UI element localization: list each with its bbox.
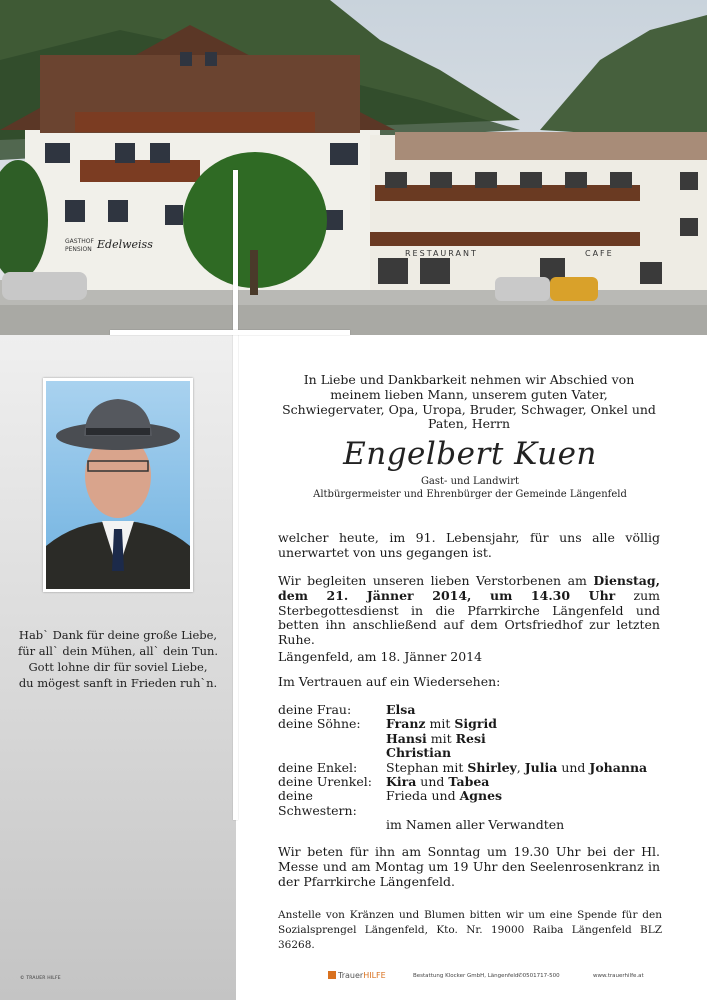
family-row-grandchildren — [278, 761, 678, 775]
family-name: Kira — [386, 774, 417, 790]
family-name: Resi — [455, 730, 486, 746]
family-name: Sigrid — [454, 716, 497, 732]
family-name: Agnes — [459, 788, 503, 804]
place-date: Längenfeld, am 18. Jänner 2014 — [278, 649, 483, 664]
deceased-name: Engelbert Kuen — [343, 436, 597, 472]
family-name: Shirley — [467, 759, 517, 775]
portrait-photo — [43, 378, 193, 592]
sign-pension: PENSION — [65, 246, 92, 253]
family-name: Christian — [386, 745, 452, 761]
family-row-sisters — [278, 789, 678, 818]
copyright-note: © TRAUER HILFE — [20, 976, 61, 981]
family-name: Johanna — [589, 759, 648, 775]
deceased-roles — [290, 475, 650, 501]
family-row-great-grandchildren — [278, 775, 678, 789]
intro-text: In Liebe und Dankbarkeit nehmen wir Abschied von meinem lieben Mann, unserem guten Vater, Schwiegervater, Opa, Uropa, Bruder, Schwager, Onkel und Paten, Herrn — [282, 372, 656, 432]
family-name: Elsa — [386, 702, 416, 717]
family-name: Hansi — [386, 730, 427, 746]
family-row-wife — [278, 703, 678, 717]
footer — [328, 971, 698, 983]
footer-phone: ✆0501717-500 — [518, 973, 560, 979]
farewell-line: Im Vertrauen auf ein Wiedersehen: — [278, 674, 501, 689]
relation-label: deine Frau: — [278, 702, 352, 717]
quote-line: Hab` Dank für deine große Liebe, — [18, 628, 218, 642]
death-announcement: welcher heute, im 91. Lebensjahr, für uns alle völlig unerwartet von uns gegangen ist. — [278, 530, 660, 560]
relatives-note: im Namen aller Verwandten — [386, 817, 565, 833]
logo-mark-icon — [328, 971, 336, 979]
relation-label: deine Schwestern: — [278, 788, 357, 818]
family-name: Stephan mit — [386, 759, 468, 775]
family-name: Frieda und — [386, 788, 460, 804]
family-row-sons-2 — [278, 732, 678, 746]
sign-restaurant: RESTAURANT — [405, 249, 478, 258]
logo-text: Trauer — [338, 971, 364, 980]
connector: und — [416, 774, 449, 790]
relation-label: deine Enkel: — [278, 759, 358, 775]
connector: mit — [426, 730, 456, 746]
family-name: Franz — [386, 716, 426, 732]
cross-vertical-bar — [233, 170, 238, 820]
quote-line: für all` dein Mühen, all` dein Tun. — [17, 644, 219, 658]
quote-line: Gott lohne dir für soviel Liebe, — [28, 660, 208, 674]
donation-note: Anstelle von Kränzen und Blumen bitten wir um eine Spende für den Sozialsprengel Längenfeld, Kto. Nr. 19000 Raiba Längenfeld BLZ 36268. — [278, 909, 662, 951]
funeral-text-1: Wir begleiten unseren lieben Verstorbenen am — [278, 573, 594, 588]
quote-line: du mögest sanft in Frieden ruh`n. — [18, 676, 218, 690]
family-name: Tabea — [448, 774, 490, 790]
cross-horizontal-bar — [110, 330, 350, 335]
connector: , — [516, 759, 525, 775]
funeral-text-2: zum Sterbegottesdienst in die Pfarrkirche Längenfeld und betten ihn anschließend auf dem Ortsfriedhof zur letzten Ruhe. — [278, 587, 660, 648]
family-row-relatives — [278, 818, 678, 832]
role-line-1: Gast- und Landwirt — [420, 476, 520, 487]
sign-gasthof: GASTHOF — [65, 238, 94, 245]
family-row-sons-3 — [278, 746, 678, 760]
prayer-info: Wir beten für ihn am Sonntag um 19.30 Uhr bei der Hl. Messe und am Montag um 19 Uhr den Seelenrosenkranz in der Pfarrkirche Längenfeld. — [278, 844, 660, 889]
memorial-quote — [10, 627, 226, 691]
role-line-2: Altbürgermeister und Ehrenbürger der Gemeinde Längenfeld — [313, 489, 627, 500]
family-name: Julia — [524, 759, 558, 775]
trauerhilfe-logo — [328, 971, 386, 980]
sign-edelweiss: Edelweiss — [97, 238, 153, 251]
connector: und — [557, 759, 590, 775]
banner-photo — [0, 0, 707, 335]
logo-text-accent: HILFE — [363, 971, 386, 980]
family-row-sons — [278, 717, 678, 731]
connector: mit — [425, 716, 455, 732]
sign-cafe: CAFE — [585, 249, 614, 258]
footer-company: Bestattung Klocker GmbH, Längenfeld — [413, 973, 519, 979]
funeral-info — [278, 574, 660, 648]
footer-website[interactable]: www.trauerhilfe.at — [593, 973, 644, 979]
funeral-date: Dienstag, dem 21. Jänner 2014, um 14.30 Uhr — [278, 573, 660, 603]
family-list — [278, 703, 678, 833]
relation-label: deine Urenkel: — [278, 774, 372, 790]
relation-label: deine Söhne: — [278, 716, 361, 732]
